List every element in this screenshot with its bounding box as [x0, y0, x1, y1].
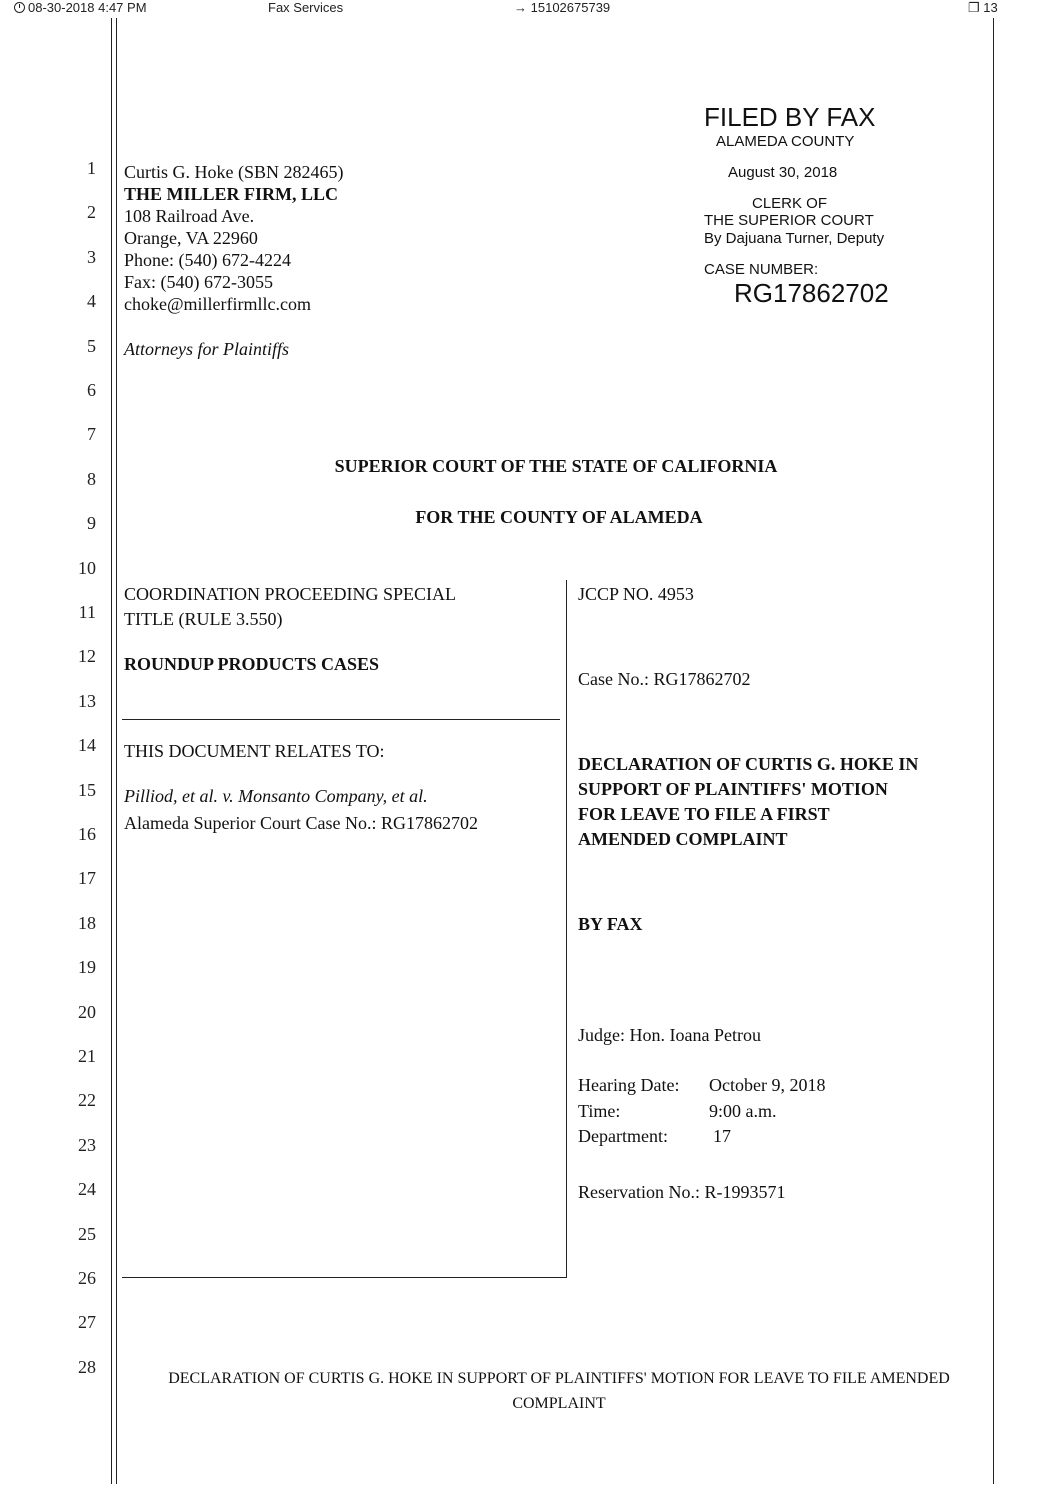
line-number: 2	[87, 202, 96, 222]
line-number: 11	[78, 602, 96, 622]
filed-stamp-clerk-1: CLERK OF	[752, 195, 828, 212]
footer-line-1: DECLARATION OF CURTIS G. HOKE IN SUPPORT OF PLAINTIFFS' MOTION FOR LEAVE TO FILE AMENDED	[168, 1370, 950, 1387]
jccp-number: JCCP NO. 4953	[578, 584, 694, 604]
fax-timestamp: 08-30-2018 4:47 PM	[14, 0, 147, 15]
left-margin-rule-inner	[116, 18, 117, 1484]
doc-title-2: SUPPORT OF PLAINTIFFS' MOTION	[578, 779, 888, 799]
hearing-date-value: October 9, 2018	[709, 1075, 826, 1095]
line-number: 13	[78, 691, 96, 711]
line-number: 3	[87, 247, 96, 267]
right-case-number: Case No.: RG17862702	[578, 669, 751, 689]
line-number: 28	[78, 1357, 96, 1377]
filed-stamp-case-label: CASE NUMBER:	[704, 261, 819, 278]
cases-title: ROUNDUP PRODUCTS CASES	[124, 654, 380, 674]
caption-rule-mid	[122, 719, 560, 720]
line-number: 5	[87, 336, 96, 356]
attorney-firm: THE MILLER FIRM, LLC	[124, 184, 339, 204]
caption-divider	[566, 580, 567, 1278]
clock-icon	[14, 2, 25, 13]
line-number: 26	[78, 1268, 96, 1288]
line-number: 22	[78, 1090, 96, 1110]
line-number: 20	[78, 1002, 96, 1022]
attorney-name: Curtis G. Hoke (SBN 282465)	[124, 162, 344, 182]
line-number: 9	[87, 513, 96, 533]
footer-line-2: COMPLAINT	[512, 1395, 606, 1412]
fax-page: ❐ 13	[968, 0, 998, 15]
line-number: 18	[78, 913, 96, 933]
line-number: 6	[87, 380, 96, 400]
court-title-1: SUPERIOR COURT OF THE STATE OF CALIFORNIA	[334, 456, 778, 476]
line-number: 4	[87, 291, 96, 311]
line-number: 15	[78, 780, 96, 800]
filed-stamp-date: August 30, 2018	[728, 164, 838, 181]
line-number: 7	[87, 424, 96, 444]
line-number: 12	[78, 646, 96, 666]
relates-to: THIS DOCUMENT RELATES TO:	[124, 741, 385, 761]
attorney-address-1: 108 Railroad Ave.	[124, 206, 255, 226]
attorney-fax: Fax: (540) 672-3055	[124, 272, 273, 292]
left-case-number: Alameda Superior Court Case No.: RG17862702	[124, 813, 478, 833]
attorney-address-2: Orange, VA 22960	[124, 228, 258, 248]
doc-title-1: DECLARATION OF CURTIS G. HOKE IN	[578, 754, 919, 774]
party-names: Pilliod, et al. v. Monsanto Company, et al.	[124, 786, 428, 806]
caption-rule-bottom	[122, 1277, 567, 1278]
by-fax: BY FAX	[578, 914, 643, 934]
line-number: 25	[78, 1224, 96, 1244]
doc-title-4: AMENDED COMPLAINT	[578, 829, 788, 849]
line-number: 1	[87, 158, 96, 178]
proceeding-line-2: TITLE (RULE 3.550)	[124, 609, 283, 629]
attorney-email: choke@millerfirmllc.com	[124, 294, 312, 314]
reservation-number: Reservation No.: R-1993571	[578, 1182, 786, 1202]
left-margin-rule-outer	[111, 18, 112, 1484]
filed-stamp-title: FILED BY FAX	[704, 102, 876, 132]
line-number: 27	[78, 1312, 96, 1332]
proceeding-line-1: COORDINATION PROCEEDING SPECIAL	[124, 584, 457, 604]
filed-stamp-case-number: RG17862702	[734, 278, 889, 308]
judge: Judge: Hon. Ioana Petrou	[578, 1025, 761, 1045]
filed-stamp-clerk-3: By Dajuana Turner, Deputy	[704, 230, 885, 247]
right-margin-rule	[993, 18, 994, 1484]
fax-service: Fax Services	[268, 0, 344, 15]
line-number: 17	[78, 868, 96, 888]
line-number: 24	[78, 1179, 96, 1199]
hearing-date-label: Hearing Date:	[578, 1075, 680, 1095]
court-title-2: FOR THE COUNTY OF ALAMEDA	[415, 507, 703, 527]
line-number: 14	[78, 735, 96, 755]
department-label: Department:	[578, 1126, 668, 1146]
line-number: 8	[87, 469, 96, 489]
time-value: 9:00 a.m.	[709, 1101, 777, 1121]
line-number: 19	[78, 957, 96, 977]
department-value: 17	[713, 1126, 731, 1146]
fax-phone: → 15102675739	[514, 0, 611, 15]
line-number: 21	[78, 1046, 96, 1066]
line-number: 23	[78, 1135, 96, 1155]
doc-title-3: FOR LEAVE TO FILE A FIRST	[578, 804, 830, 824]
attorney-role: Attorneys for Plaintiffs	[124, 339, 289, 359]
line-number: 10	[78, 558, 96, 578]
arrow-right-icon: →	[514, 0, 531, 15]
filed-stamp-clerk-2: THE SUPERIOR COURT	[704, 212, 874, 229]
line-number: 16	[78, 824, 96, 844]
time-label: Time:	[578, 1101, 621, 1121]
attorney-phone: Phone: (540) 672-4224	[124, 250, 291, 270]
page-icon: ❐	[968, 0, 984, 15]
filed-stamp-county: ALAMEDA COUNTY	[716, 133, 855, 150]
